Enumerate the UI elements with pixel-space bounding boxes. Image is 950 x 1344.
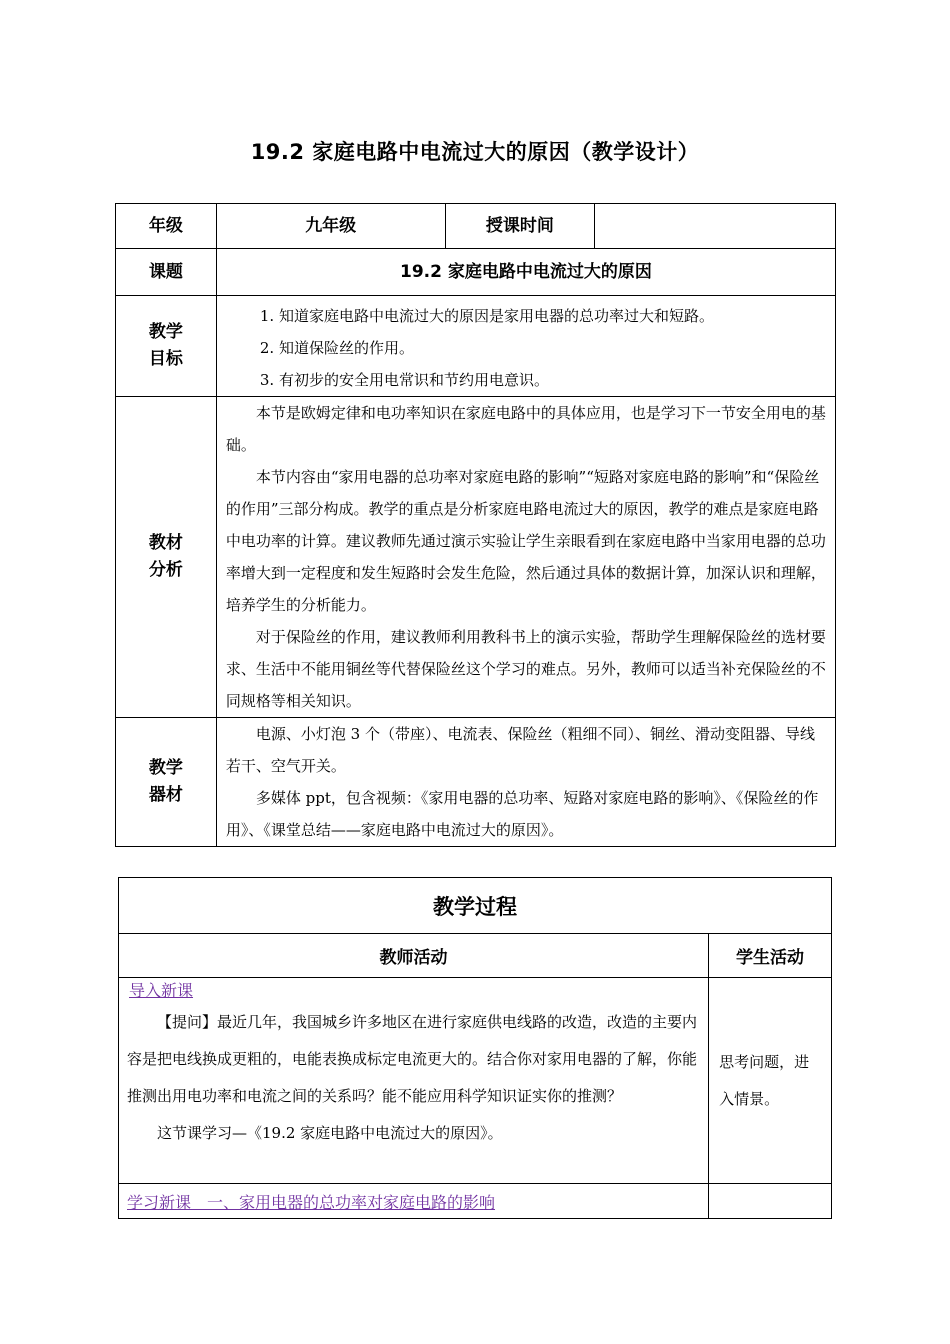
new-lesson-section-link[interactable]: 学习新课 一、家用电器的总功率对家庭电路的影响: [127, 1192, 496, 1212]
new-lesson-student-cell: [709, 1184, 832, 1219]
page-title: 19.2 家庭电路中电流过大的原因（教学设计）: [250, 140, 700, 164]
goals-content: [216, 296, 835, 397]
grade-label: 年级: [116, 204, 217, 249]
intro-teacher-cell: [119, 978, 709, 1184]
topic-label: 课题: [116, 249, 217, 296]
intro-section-link[interactable]: 导入新课: [129, 981, 194, 1000]
intro-paragraph: 这节课学习—《19.2 家庭电路中电流过大的原因》。: [157, 1124, 503, 1142]
goals-label-line: 教学: [148, 322, 183, 342]
goals-label: [116, 296, 217, 397]
goals-label-line: 目标: [148, 349, 183, 369]
student-activity-header: 学生活动: [709, 934, 832, 978]
grade-row: [116, 204, 836, 249]
topic-value: 19.2 家庭电路中电流过大的原因: [216, 249, 835, 296]
intro-row: [119, 978, 832, 1184]
time-label: 授课时间: [445, 204, 595, 249]
grade-value: 九年级: [216, 204, 445, 249]
process-title-row: [119, 878, 832, 934]
equipment-paragraph: 多媒体 ppt，包含视频：《家用电器的总功率、短路对家庭电路的影响》、《保险丝的作用》、《课堂总结——家庭电路中电流过大的原因》。: [225, 789, 819, 839]
topic-row: [116, 249, 836, 296]
teacher-activity-header: 教师活动: [119, 934, 709, 978]
goal-item: 1. 知道家庭电路中电流过大的原因是家用电器的总功率过大和短路。: [259, 307, 714, 325]
analysis-paragraph: 本节内容由“家用电器的总功率对家庭电路的影响”“短路对家庭电路的影响”和“保险丝的作用”三部分构成。教学的重点是分析家庭电路电流过大的原因，教学的难点是家庭电路中电功率的计算。建议教师先通过演示实验让学生亲眼看到在家庭电路中当家用电器的总功率增大到一定程度和发生短路时会发生危险，然后通过具体的数据计算，加深认识和理解，培养学生的分析能力。: [225, 468, 826, 614]
lesson-info-table: [115, 203, 836, 847]
time-value: [595, 204, 836, 249]
analysis-paragraph: 对于保险丝的作用，建议教师利用教科书上的演示实验，帮助学生理解保险丝的选材要求、生活中不能用铜丝等代替保险丝这个学习的难点。另外，教师可以适当补充保险丝的不同规格等相关知识。: [225, 628, 826, 710]
equipment-label-line: 教学: [148, 758, 183, 778]
equipment-label-line: 器材: [148, 785, 183, 805]
analysis-label: [116, 397, 217, 718]
new-lesson-row: [119, 1184, 832, 1219]
analysis-label-line: 教材: [148, 533, 183, 553]
process-title: 教学过程: [119, 878, 832, 934]
equipment-paragraph: 电源、小灯泡 3 个（带座）、电流表、保险丝（粗细不同）、铜丝、滑动变阻器、导线若干、空气开关。: [225, 725, 815, 775]
equipment-label: [116, 718, 217, 847]
new-lesson-teacher-cell: [119, 1184, 709, 1219]
goals-row: [116, 296, 836, 397]
process-header-row: [119, 934, 832, 978]
intro-paragraph: 【提问】最近几年，我国城乡许多地区在进行家庭供电线路的改造，改造的主要内容是把电线换成更粗的，电能表换成标定电流更大的。结合你对家用电器的了解，你能推测出用电功率和电流之间的关系吗？能不能应用科学知识证实你的推测？: [127, 1013, 698, 1105]
teaching-process-table: [118, 877, 832, 1219]
analysis-row: [116, 397, 836, 718]
analysis-content: [216, 397, 835, 718]
equipment-content: [216, 718, 835, 847]
analysis-paragraph: 本节是欧姆定律和电功率知识在家庭电路中的具体应用，也是学习下一节安全用电的基础。: [225, 404, 826, 454]
goal-item: 2. 知道保险丝的作用。: [259, 339, 414, 357]
goal-item: 3. 有初步的安全用电常识和节约用电意识。: [259, 371, 549, 389]
equipment-row: [116, 718, 836, 847]
analysis-label-line: 分析: [148, 560, 183, 580]
intro-student-cell: 思考问题，进入情景。: [709, 978, 832, 1184]
